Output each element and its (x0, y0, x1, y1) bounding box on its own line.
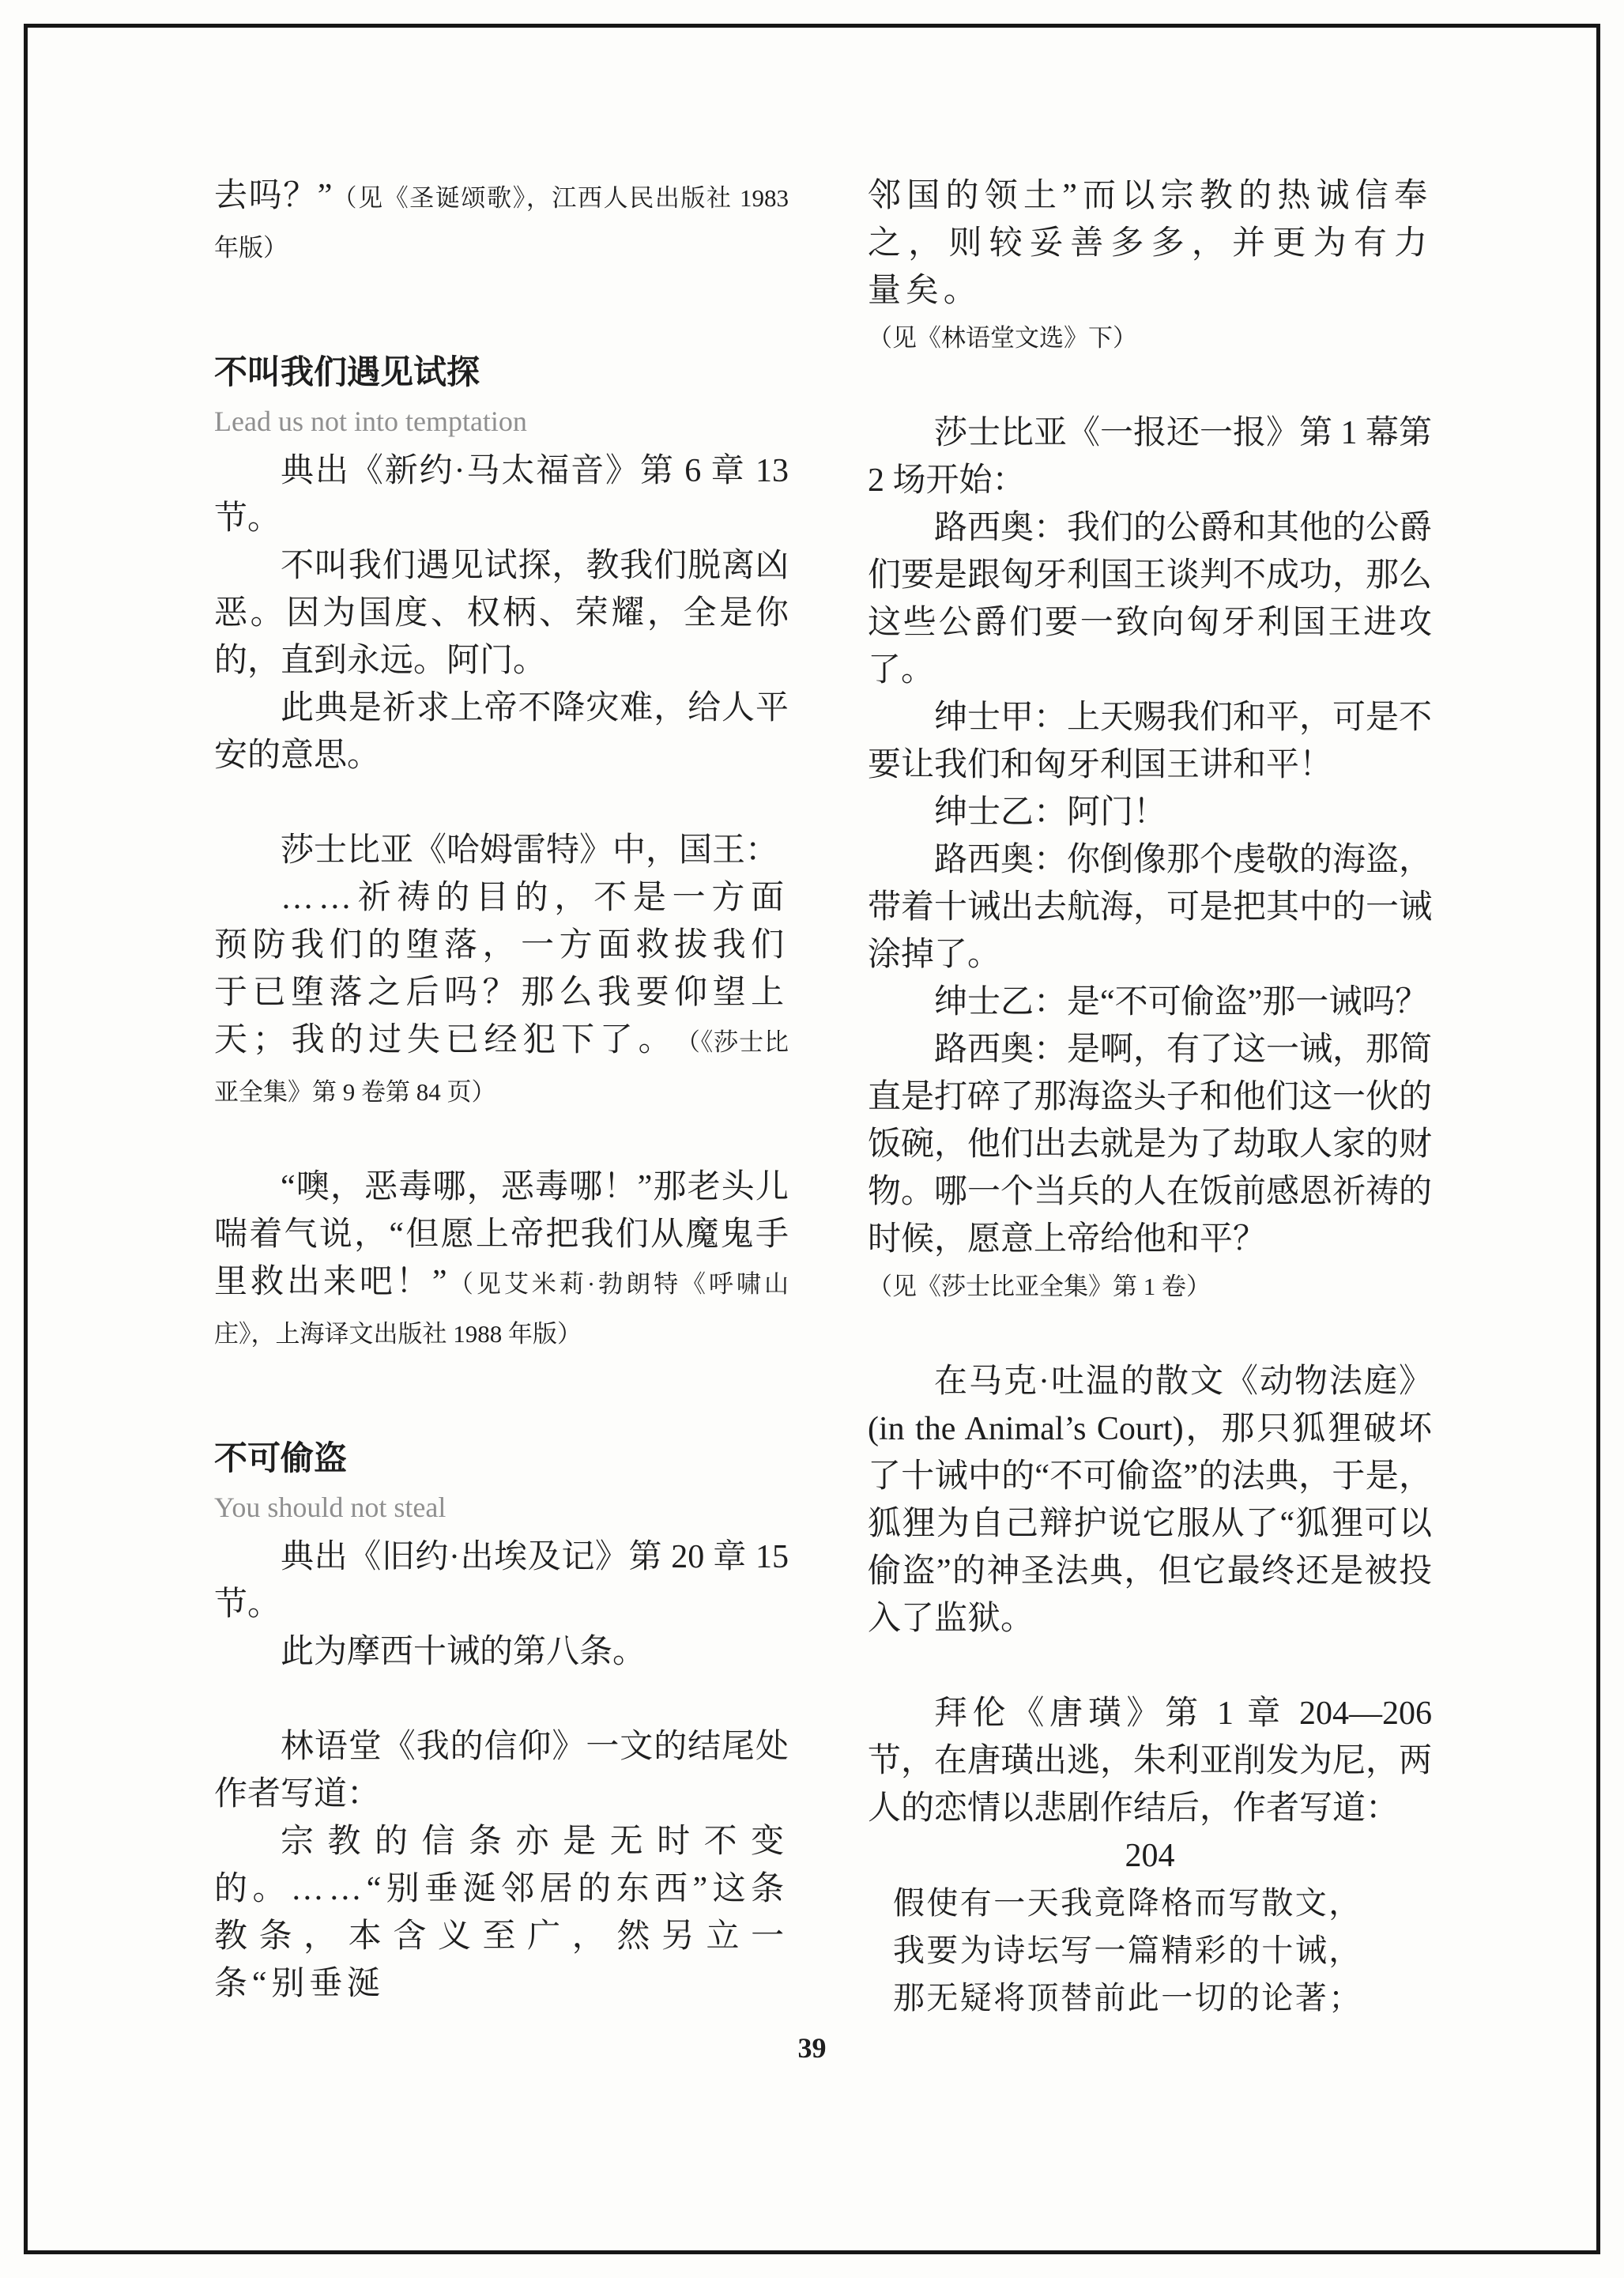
quotation-paragraph (214, 874, 789, 1116)
quotation-paragraph: 宗教的信条亦是无时不变的。……“别垂涎邻居的东西”这条教条，本含义至广，然另立一条“别垂涎 (214, 1824, 789, 2002)
dialogue-line: 路西奥：我们的公爵和其他的公爵们要是跟匈牙利国王谈判不成功，那么这些公爵们要一致向匈牙利国王进攻了。 (868, 510, 1433, 688)
paragraph: 此为摩西十诫的第八条。 (281, 1634, 646, 1670)
paragraph: 典出《新约·马太福音》第 6 章 13 节。 (214, 453, 789, 537)
verse-block (893, 1880, 1432, 2022)
source-citation-line: （见《林语堂文选》下） (868, 324, 1137, 352)
dialogue-line: 绅士乙：是“不可偷盗”那一诫吗？ (934, 984, 1429, 1020)
paragraph: 林语堂《我的信仰》一文的结尾处作者写道： (214, 1729, 789, 1812)
page-number: 39 (797, 2032, 827, 2064)
quotation-text: “噢，恶毒哪，恶毒哪！”那老头儿喘着气说，“但愿上帝把我们从魔鬼手里救出来吧！” (214, 1169, 789, 1300)
verse-line: 我要为诗坛写一篇精彩的十诫， (893, 1933, 1362, 1968)
entry-english-subtitle: You should not steal (214, 1492, 447, 1523)
entry-english-subtitle: Lead us not into temptation (214, 405, 527, 437)
verse-line: 那无疑将顶替前此一切的论著； (893, 1980, 1362, 2016)
source-citation: （见《圣诞颂歌》，江西人民出版社 1983 年版） (214, 184, 789, 262)
stanza-number: 204 (1125, 1838, 1175, 1874)
left-column (214, 172, 789, 2022)
page-content (214, 172, 1432, 2022)
dialogue-line: 绅士乙：阿门！ (934, 794, 1167, 831)
dialogue-line: 绅士甲：上天赐我们和平，可是不要让我们和匈牙利国王讲和平！ (868, 700, 1433, 783)
source-citation: （《莎士比亚全集》第 9 卷第 84 页） (214, 1028, 789, 1106)
continuation-paragraph: 邻国的领土”而以宗教的热诚信奉之，则较妥善多多，并更为有力量矣。 (868, 178, 1432, 309)
right-column (868, 172, 1432, 2022)
paragraph: 此典是祈求上帝不降灾难，给人平安的意思。 (214, 690, 789, 774)
source-citation: （见艾米莉·勃朗特《呼啸山庄》，上海译文出版社 1988 年版） (214, 1270, 789, 1348)
source-citation-line: （见《莎士比亚全集》第 1 卷） (868, 1273, 1211, 1300)
paragraph: 典出《旧约·出埃及记》第 20 章 15 节。 (214, 1539, 789, 1623)
continuation-text: 去吗？” (214, 178, 333, 214)
paragraph: 不叫我们遇见试探，教我们脱离凶恶。因为国度、权柄、荣耀，全是你的，直到永远。阿门。 (214, 548, 789, 679)
dialogue-line: 路西奥：你倒像那个虔敬的海盗，带着十诫出去航海，可是把其中的一诫涂掉了。 (868, 842, 1433, 973)
continuation-paragraph (214, 172, 789, 272)
entry-heading-you-should-not-steal: 不可偷盗 (214, 1439, 348, 1477)
quotation-paragraph (214, 1164, 789, 1358)
paragraph: 莎士比亚《一报还一报》第 1 幕第 2 场开始： (868, 415, 1433, 499)
entry-heading-lead-us-not-into-temptation: 不叫我们遇见试探 (214, 353, 480, 390)
quotation-text: ……祈祷的目的，不是一方面预防我们的堕落，一方面救拔我们于已堕落之后吗？那么我要仰望上天；我的过失已经犯下了。 (214, 880, 789, 1058)
paragraph: 在马克·吐温的散文《动物法庭》(in the Animal’s Court)，那只狐狸破坏了十诫中的“不可偷盗”的法典，于是，狐狸为自己辩护说它服从了“狐狸可以偷盗”的神圣法典，但它最终还是被投入了监狱。 (868, 1363, 1432, 1637)
verse-line: 假使有一天我竟降格而写散文， (893, 1885, 1362, 1921)
dialogue-line: 路西奥：是啊，有了这一诫，那简直是打碎了那海盗头子和他们这一伙的饭碗，他们出去就是为了劫取人家的财物。哪一个当兵的人在饭前感恩祈祷的时候，愿意上帝给他和平？ (868, 1032, 1433, 1258)
paragraph: 莎士比亚《哈姆雷特》中，国王： (281, 832, 779, 869)
paragraph: 拜伦《唐璜》第 1 章 204—206 节，在唐璜出逃，朱利亚削发为尼，两人的恋情以悲剧作结后，作者写道： (868, 1695, 1433, 1827)
